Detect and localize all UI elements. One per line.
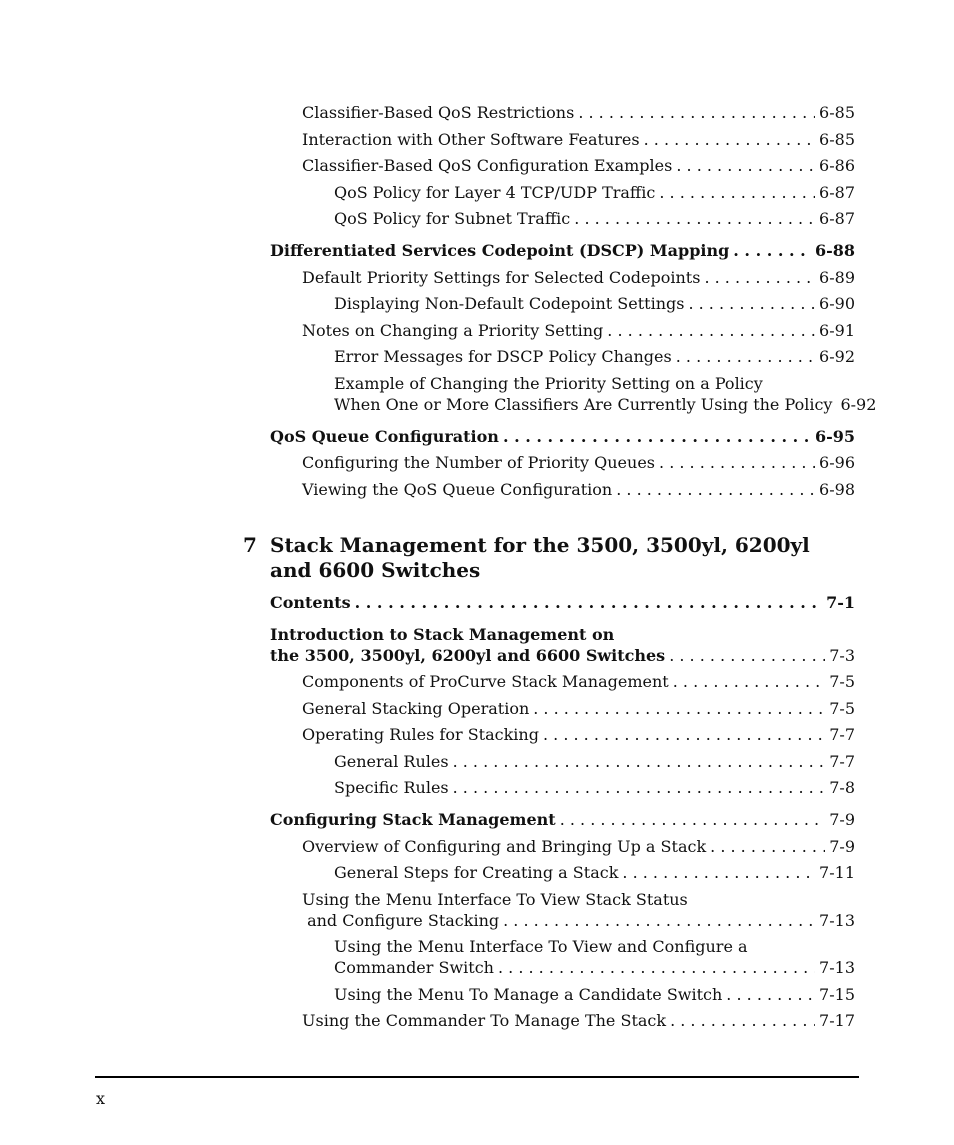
toc-entry-title: Classifier-Based QoS Restrictions [302, 103, 575, 122]
toc-entry-page: 7-13 [819, 958, 855, 977]
leader-dots [622, 862, 815, 883]
leader-dots [533, 698, 825, 719]
toc-entry-title: QoS Policy for Layer 4 TCP/UDP Traffic [334, 183, 656, 202]
page-number: x [96, 1089, 106, 1108]
toc-entry[interactable] [334, 936, 855, 978]
toc-entry-title: Commander Switch [334, 958, 494, 977]
toc-entry-title: General Stacking Operation [302, 699, 530, 718]
toc-entry[interactable] [302, 102, 855, 123]
toc-entry-title: Components of ProCurve Stack Management [302, 672, 669, 691]
toc-entry-page: 7-15 [819, 985, 855, 1004]
toc-entry[interactable] [334, 862, 855, 883]
leader-dots [669, 645, 825, 666]
chapter-title-line1: Stack Management for the 3500, 3500yl, 6200yl [270, 533, 810, 557]
toc-entry-title: and Configure Stacking [302, 911, 500, 930]
toc-entry-page: 6-87 [819, 209, 855, 228]
toc-entry[interactable] [302, 479, 855, 500]
toc-entry-page: 6-90 [819, 294, 855, 313]
toc-entry-page: 6-95 [814, 427, 855, 446]
leader-dots [578, 102, 815, 123]
toc-entry[interactable] [302, 836, 855, 857]
footer-rule [95, 1076, 859, 1078]
toc-entry-title: General Steps for Creating a Stack [334, 863, 619, 882]
leader-dots [607, 320, 815, 341]
toc-entry[interactable] [302, 671, 855, 692]
leader-dots [676, 346, 815, 367]
toc-entry[interactable] [334, 346, 855, 367]
toc-entry[interactable] [334, 373, 877, 415]
toc-entry[interactable] [302, 267, 855, 288]
toc-section-entry[interactable] [270, 624, 855, 666]
toc-entry[interactable] [334, 182, 855, 203]
toc-entry-page: 6-87 [819, 183, 855, 202]
toc-entry-page: 7-3 [829, 646, 855, 665]
toc-entry-title: General Rules [334, 752, 449, 771]
leader-dots [670, 1010, 815, 1031]
leader-dots [560, 809, 826, 830]
toc-entry-title: Viewing the QoS Queue Configuration [302, 480, 613, 499]
leader-dots [453, 777, 826, 798]
toc-entry-page: 6-88 [814, 241, 855, 260]
toc-entry[interactable] [302, 889, 855, 931]
toc-entry-page: 6-96 [819, 453, 855, 472]
toc-entry-title: QoS Queue Configuration [270, 427, 499, 446]
toc-entry-page: 6-85 [819, 130, 855, 149]
toc-entry-title: Notes on Changing a Priority Setting [302, 321, 604, 340]
leader-dots [503, 910, 815, 931]
toc-entry[interactable] [302, 698, 855, 719]
leader-dots [710, 836, 825, 857]
leader-dots [659, 182, 815, 203]
toc-entry-title-line1: Using the Menu Interface To View and Configure a [334, 937, 748, 956]
chapter-title[interactable] [270, 533, 810, 583]
toc-entry-title: Displaying Non-Default Codepoint Settings [334, 294, 685, 313]
leader-dots [659, 452, 815, 473]
toc-entry-page: 6-89 [819, 268, 855, 287]
toc-section-entry[interactable] [270, 809, 855, 830]
toc-entry-page: 6-91 [819, 321, 855, 340]
leader-dots [574, 208, 815, 229]
toc-entry-page: 7-13 [819, 911, 855, 930]
toc-entry-title: Differentiated Services Codepoint (DSCP) Mapping [270, 241, 730, 260]
toc-entry-title: Contents [270, 593, 351, 612]
toc-entry-page: 7-1 [826, 593, 855, 612]
toc-entry-page: 7-5 [829, 699, 855, 718]
toc-entry[interactable] [302, 155, 855, 176]
leader-dots [644, 129, 815, 150]
toc-entry-page: 7-9 [829, 810, 855, 829]
toc-entry-title-line1: Example of Changing the Priority Setting on a Policy [334, 374, 763, 393]
toc-entry[interactable] [302, 320, 855, 341]
toc-entry-page: 7-11 [819, 863, 855, 882]
toc-entry-page: 6-98 [819, 480, 855, 499]
toc-entry-title: Default Priority Settings for Selected Codepoints [302, 268, 701, 287]
toc-entry-title: Operating Rules for Stacking [302, 725, 539, 744]
toc-entry[interactable] [334, 293, 855, 314]
toc-entry[interactable] [334, 777, 855, 798]
toc-entry-title: Using the Commander To Manage The Stack [302, 1011, 667, 1030]
toc-entry-page: 7-7 [829, 725, 855, 744]
leader-dots [673, 671, 826, 692]
toc-entry-title: Interaction with Other Software Features [302, 130, 640, 149]
toc-section-entry[interactable] [270, 426, 855, 447]
toc-entry-title: Error Messages for DSCP Policy Changes [334, 347, 672, 366]
leader-dots [355, 592, 822, 613]
leader-dots [726, 984, 815, 1005]
toc-entry-title: When One or More Classifiers Are Currently Using the Policy [334, 395, 833, 414]
toc-entry-page: 6-92 [840, 395, 877, 414]
toc-entry-title: the 3500, 3500yl, 6200yl and 6600 Switches [270, 646, 666, 665]
toc-entry-title: QoS Policy for Subnet Traffic [334, 209, 571, 228]
toc-entry-page: 6-85 [819, 103, 855, 122]
toc-entry-title: Configuring Stack Management [270, 810, 556, 829]
toc-entry-title: Overview of Configuring and Bringing Up a Stack [302, 837, 707, 856]
toc-entry[interactable] [302, 452, 855, 473]
toc-entry-page: 6-86 [819, 156, 855, 175]
leader-dots [733, 240, 811, 261]
toc-entry-page: 7-17 [819, 1011, 855, 1030]
toc-entry-title-line1: Using the Menu Interface To View Stack Status [302, 890, 688, 909]
leader-dots [543, 724, 825, 745]
toc-entry-title: Using the Menu To Manage a Candidate Switch [334, 985, 723, 1004]
toc-entry-title: Specific Rules [334, 778, 449, 797]
toc-entry-page: 7-9 [829, 837, 855, 856]
toc-entry[interactable] [334, 984, 855, 1005]
toc-entry-page: 7-8 [829, 778, 855, 797]
toc-entry-title: Classifier-Based QoS Configuration Examples [302, 156, 673, 175]
toc-entry[interactable] [334, 208, 855, 229]
chapter-title-line2: and 6600 Switches [270, 558, 481, 582]
toc-entry-page: 7-5 [829, 672, 855, 691]
leader-dots [676, 155, 815, 176]
toc-entry-page: 7-7 [829, 752, 855, 771]
toc-entry-title: Configuring the Number of Priority Queues [302, 453, 656, 472]
toc-entry-page: 6-92 [819, 347, 855, 366]
toc-section-entry[interactable] [270, 592, 855, 613]
toc-entry[interactable] [334, 751, 855, 772]
leader-dots [503, 426, 811, 447]
chapter-number: 7 [243, 533, 257, 557]
leader-dots [704, 267, 815, 288]
leader-dots [498, 957, 815, 978]
toc-entry-title-line1: Introduction to Stack Management on [270, 625, 615, 644]
toc-section-entry[interactable] [270, 240, 855, 261]
toc-entry[interactable] [302, 129, 855, 150]
leader-dots [688, 293, 815, 314]
toc-entry[interactable] [302, 724, 855, 745]
toc-entry[interactable] [302, 1010, 855, 1031]
leader-dots [453, 751, 826, 772]
leader-dots [616, 479, 815, 500]
